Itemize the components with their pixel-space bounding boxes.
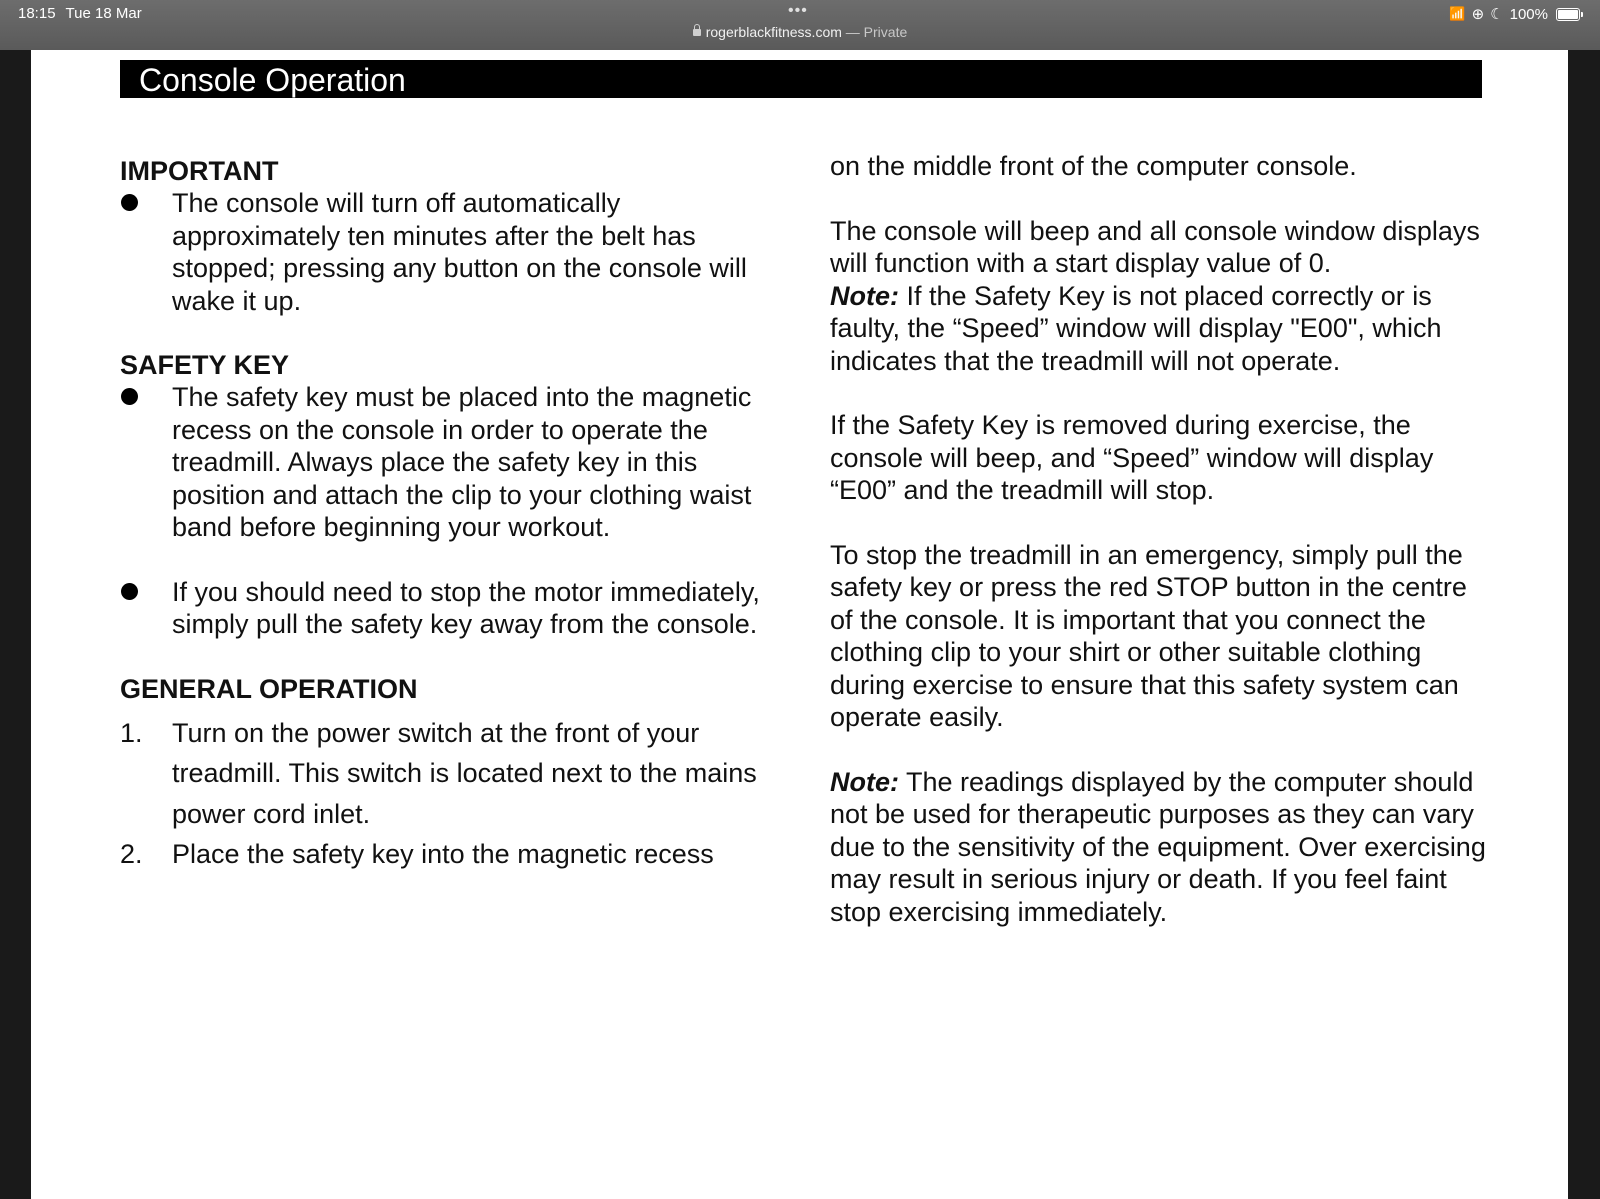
spacer [830, 734, 1490, 766]
status-time: 18:15 [18, 5, 56, 22]
step-number: 1. [120, 717, 143, 748]
bullet-icon [121, 388, 138, 405]
numbered-step [120, 834, 760, 875]
note-text: The readings displayed by the computer should not be used for therapeutic purposes as they can vary due to the sensitivity of the equipment. Over exercising may result in serious injury or death. If you feel faint stop exercising immediately. [830, 766, 1486, 927]
emergency-paragraph: To stop the treadmill in an emergency, simply pull the safety key or press the red STOP button in the centre of the console. It is important that you connect the clothing clip to your shirt or other suitable clothing during exercise to ensure that this safety system can operate easily. [830, 539, 1467, 732]
numbered-step [120, 713, 760, 835]
left-column [120, 155, 760, 875]
bullet-icon [121, 194, 138, 211]
spacer [120, 705, 760, 713]
note-label: Note: [830, 280, 899, 311]
moon-icon: ☾ [1490, 6, 1504, 23]
document-page [31, 50, 1568, 1199]
bullet-item [120, 381, 760, 544]
right-column [830, 151, 1490, 928]
bullet-item [120, 187, 760, 317]
bullet-item [120, 576, 760, 641]
note-label: Note: [830, 766, 899, 797]
status-clock [18, 5, 142, 22]
spacer [120, 544, 760, 576]
bullet-icon [121, 583, 138, 600]
url-text: rogerblackfitness.com [705, 24, 842, 40]
bullet-text: The console will turn off automatically approximately ten minutes after the belt has stopped; pressing any button on the console will wake it up. [172, 188, 747, 316]
spacer [120, 641, 760, 673]
tab-overview-dots[interactable]: ••• [788, 2, 808, 19]
battery-icon [1556, 8, 1580, 21]
section-title-bar [120, 60, 1482, 98]
lock-icon [693, 29, 701, 36]
private-label: — Private [845, 24, 908, 40]
bullet-text: The safety key must be placed into the magnetic recess on the console in order to operate the treadmill. Always place the safety key in this position and attach the clip to your clothing waist band before beginning your workout. [172, 382, 752, 542]
battery-percent: 100% [1509, 5, 1548, 23]
step-number: 2. [120, 839, 143, 869]
continuation-text: on the middle front of the computer console. [830, 151, 1357, 181]
bullet-text: If you should need to stop the motor immediately, simply pull the safety key away from the console. [172, 576, 760, 639]
step-text: Turn on the power switch at the front of your treadmill. This switch is located next to the mains power cord inlet. [172, 717, 757, 829]
readings-note-paragraph [830, 766, 1490, 929]
orientation-lock-icon: ⊕ [1471, 6, 1485, 23]
note-text: If the Safety Key is not placed correctly or is faulty, the “Speed” window will display "E00", which indicates that the treadmill will not operate. [830, 280, 1442, 376]
spacer [830, 183, 1490, 215]
address-bar[interactable] [0, 24, 1600, 40]
status-date: Tue 18 Mar [65, 5, 142, 22]
wifi-icon: 📶 [1449, 6, 1466, 21]
spacer [830, 377, 1490, 409]
note-paragraph [830, 280, 1490, 378]
safety-key-heading: SAFETY KEY [120, 350, 290, 380]
spacer [120, 317, 760, 349]
general-operation-heading: GENERAL OPERATION [120, 673, 418, 704]
status-bar [0, 0, 1600, 50]
beep-paragraph: The console will beep and all console window displays will function with a start display value of 0. [830, 215, 1480, 278]
page-title: Console Operation [139, 62, 406, 98]
step-text: Place the safety key into the magnetic recess [172, 839, 714, 869]
important-heading: IMPORTANT [120, 156, 279, 186]
spacer [830, 507, 1490, 539]
removed-key-paragraph: If the Safety Key is removed during exercise, the console will beep, and “Speed” window will display “E00” and the treadmill will stop. [830, 410, 1434, 505]
status-indicators [1449, 5, 1580, 23]
